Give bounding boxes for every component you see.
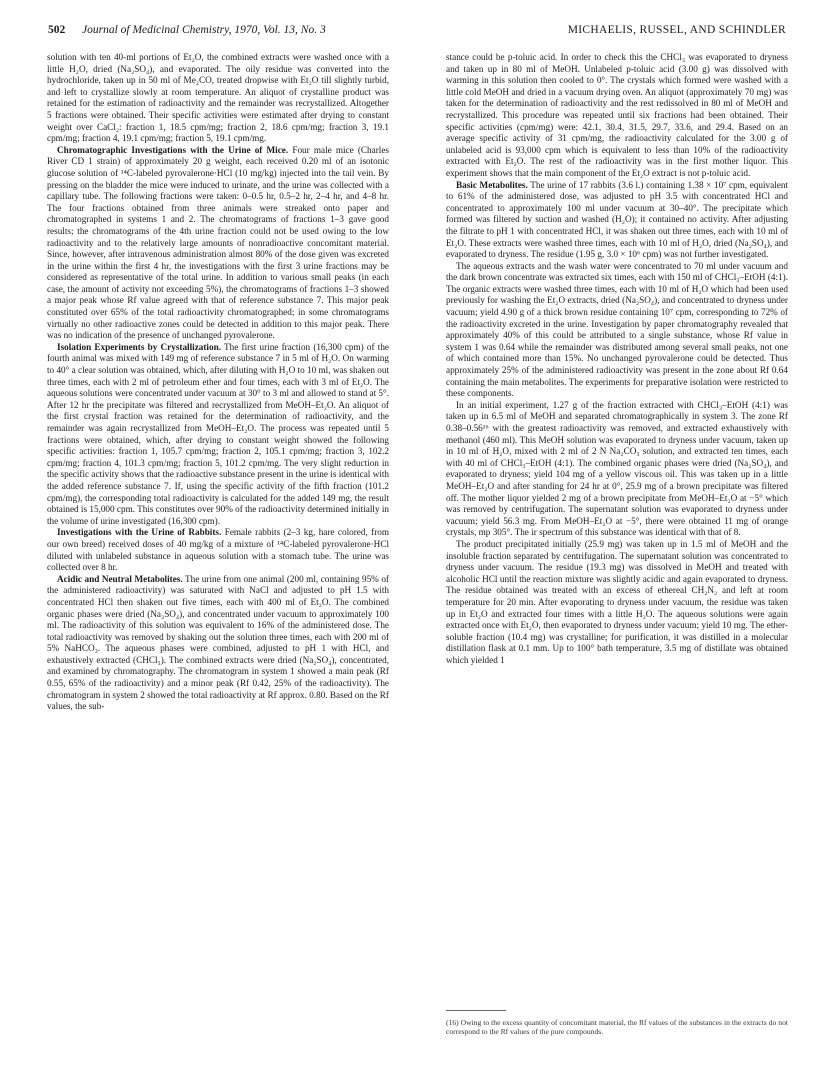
section-heading: Isolation Experiments by Crystallization. — [57, 341, 221, 352]
paragraph-text: Four male mice (Charles River CD 1 strain) of approximately 20 g weight, each received 0.20 ml of an isotonic glucose solution of ¹⁴C-labeled pyrovalerone·HCl (10 mg/kg) injected into the tail vein. By pressing on the bladder the mice were induced to urinate, and the urine was collected with a capillary tube. The following fractions were taken: 0–0.5 hr, 0.5–2 hr, 2–4 hr, and 4–8 hr. The four fractions obtained from three animals were streaked onto paper and chromatographed in systems 1 and 2. The chromatograms of fractions 1–3 gave good results; the chromatograms of the 4th urine fraction could not be used owing to the low radioactivity and to the relatively large amounts of nonradioactive concomitant material. Since, however, after intravenous administration almost 80% of the dose given was excreted in the urine within the first 4 hr, the investigations with the first 3 urine fractions may be considered as representative of the total urine. In addition to various small peaks (in each case, the amount of activity not exceeding 5%), the chromatograms of fractions 1–3 showed a major peak whose Rf value agreed with that of reference substance 7. This major peak constituted over 65% of the total radioactivity chromatographed; in some chromatograms virtually no other radioactive zones could be detected in addition to this major peak. There was no indication of the presence of unchanged pyrovalerone. — [47, 144, 389, 341]
paragraph-text: The urine from one animal (200 ml, containing 95% of the administered radioactivity) was saturated with NaCl and adjusted to pH 1.5 with concentrated HCl then shaken out five times, each with 400 ml of Et₂O. The combined organic phases were dried (Na₂SO₄), and concentrated under vacuum to approximately 100 ml. The radioactivity of this solution was equivalent to 16% of the administered dose. The total radioactivity was removed by shaking out the solution three times, each with 200 ml of 5% NaHCO₃. The aqueous phases were combined, adjusted to pH 1 with HCl, and exhaustively extracted (CHCl₃). The combined extracts were dried (Na₂SO₄), concentrated, and examined by chromatography. The chromatogram in system 1 showed a main peak (Rf 0.55, 65% of the radioactivity) and a minor peak (Rf 0.42, 25% of the radioactivity). The chromatogram in system 2 showed the total radioactivity at Rf approx. 0.80. Based on the Rf values, the sub- — [47, 573, 389, 712]
running-authors: MICHAELIS, RUSSEL, AND SCHINDLER — [567, 24, 786, 36]
paragraph — [446, 180, 788, 261]
page-number: 502 — [48, 24, 66, 36]
paragraph: In an initial experiment, 1.27 g of the fraction extracted with CHCl₃–EtOH (4:1) was taken up in 6.5 ml of MeOH and separated chromatographically in system 3. The zone Rf 0.38–0.56¹⁶ with the greatest radioactivity was removed, and extracted exhaustively with methanol (460 ml). This MeOH solution was evaporated to dryness under vacuum, taken up in 10 ml of H₂O, mixed with 2 ml of 2 N Na₂CO₃ solution, and extracted ten times, each with 40 ml of CHCl₃–EtOH (4:1). The combined organic phases were dried (Na₂SO₄), and evaporated to dryness; yield 104 mg of a yellow viscous oil. This was taken up in a little MeOH–Et₂O and after standing for 24 hr at 0°, 25.9 mg of a brown precipitate was filtered off. The mother liquor yielded 2 mg of a brown precipitate from MeOH–Et₂O at −5° which was removed by centrifugation. The supernatant solution was evaporated to dryness under vacuum; yield 56.3 mg. From MeOH–Et₂O at −5°, there were obtained 11 mg of orange crystals, mp 305°. The ir spectrum of this substance was identical with that of 8. — [446, 399, 788, 538]
paragraph: The aqueous extracts and the wash water were concentrated to 70 ml under vacuum and the dark brown concentrate was extracted six times, each with 150 ml of CHCl₃–EtOH (4:1). The organic extracts were washed three times, each with 10 ml of H₂O which had been used previously for washing the Et₂O extracts, dried (Na₂SO₄), and concentrated to dryness under vacuum; yield 4.90 g of a thick brown residue containing 10⁷ cpm, corresponding to 72% of the radioactivity excreted in the urine. Investigation by paper chromatography revealed that approximately 40% of this could be attributed to a single substance, whose Rf value in system 1 was 0.64 while the remainder was distributed among several small peaks, not one of which contained more than 15%. No unchanged pyrovalerone could be detected. Thus approximately 25% of the administered radioactivity was present in the zone about Rf 0.64 containing the main metabolites. The experiments for preparative isolation were restricted to these components. — [446, 260, 788, 399]
paragraph: stance could be p-toluic acid. In order to check this the CHCl₃ was evaporated to dryness and taken up in 80 ml of MeOH. Unlabeled p-toluic acid (3.00 g) was dissolved with warming in this solution then cooled to 0°. The crystals which formed were washed with a little cold MeOH and dried in a vacuum drying oven. An aliquot (approximately 70 mg) was taken for the determination of radioactivity and the rest redissolved in 80 ml of MeOH and recrystallized. This procedure was repeated until six fractions had been obtained. Their specific activities (cpm/mg) were: 42.1, 30.4, 31.5, 29.7, 33.6, and 29.4. Based on an average specific activity of 31 cpm/mg, the radioactivity calculated for the 3.00 g of unlabeled acid is 93,000 cpm which is equivalent to less than 10% of the radioactivity extracted with Et₂O. The rest of the radioactivity was in the first mother liquor. This experiment shows that the main component of the Et₂O extract is not p-toluic acid. — [446, 52, 788, 178]
paragraph-text: The first urine fraction (16,300 cpm) of the fourth animal was mixed with 149 mg of reference substance 7 in 5 ml of H₂O. On warming to 40° a clear solution was obtained, which, after diluting with H₂O to 10 ml, was shaken out three times, each with 2 ml of petroleum ether and four times, each with 3 ml of Et₂O. The aqueous solutions were concentrated under vacuum at 30° to 3 ml and allowed to stand at 5°. After 12 hr the precipitate was filtered and recrystallized from MeOH–Et₂O. An aliquot of the first crystal fraction was retained for the determination of radioactivity, and the remainder was again recrystallized from MeOH–Et₂O. The process was repeated until 5 fractions were obtained, which, after drying to constant weight showed the following specific activities: fraction 1, 105.7 cpm/mg; fraction 2, 105.1 cpm/mg; fraction 3, 102.2 cpm/mg; fraction 4, 101.3 cpm/mg; fraction 5, 101.2 cpm/mg. The very slight reduction in the specific activity shows that the radioactive substance present in the urine is identical with the added reference substance 7. If, using the specific activity of the fifth fraction (101.2 cpm/mg), the corresponding total radioactivity is calculated for the added 149 mg, the result obtained is 15,000 cpm. This constitutes over 90% of the radioactivity determined initially in the volume of urine investigated (16,300 cpm). — [47, 341, 389, 526]
paragraph: The product precipitated initially (25.9 mg) was taken up in 1.5 ml of MeOH and the insoluble fraction separated by centrifugation. The supernatant solution was concentrated to dryness under vacuum. The residue (19.3 mg) was dissolved in MeOH and treated with alcoholic HCl until the reaction mixture was slightly acidic and again evaporated to dryness. The residue obtained was treated with an excess of ethereal CH₂N₂ and left at room temperature for 20 min. After evaporating to dryness under vacuum, the residue was taken up in Et₂O and extracted four times with a little H₂O. The aqueous solutions were again extracted once with Et₂O, then evaporated to dryness under vacuum; yield 10 mg. The ether-soluble fraction (10.4 mg) was crystalline; for purification, it was distilled in a molecular distillation flask at 0.1 mm. Up to 100° bath temperature, 3.5 mg of distillate was obtained which yielded 1 — [446, 538, 788, 665]
paragraph — [47, 574, 389, 713]
footnote: (16) Owing to the excess quantity of concomitant material, the Rf values of the substances in the extracts do not correspond to the Rf values of the pure compounds. — [446, 1018, 788, 1037]
left-column — [47, 52, 389, 1052]
paragraph: solution with ten 40-ml portions of Et₂O, the combined extracts were washed once with a little H₂O, dried (Na₂SO₄), and evaporated. The oily residue was converted into the hydrochloride, taken up in 50 ml of Me₂CO, treated dropwise with Et₂O till slightly turbid, and left to crystallize slowly at room temperature. An aliquot of crystalline product was retained for the estimation of radioactivity and the remainder was recrystallized. Altogether 5 fractions were obtained. Their specific activities were estimated after drying to constant weight over CaCl₂: fraction 1, 18.5 cpm/mg; fraction 2, 18.6 cpm/mg; fraction 3, 19.1 cpm/mg; fraction 4, 19.1 cpm/mg; fraction 5, 19.1 cpm/mg. — [47, 52, 389, 144]
paragraph-text: Female rabbits (2–3 kg, hare colored, from our own breed) received doses of 40 mg/kg of a mixture of ¹⁴C-labeled pyrovalerone·HCl diluted with unlabeled substance in aqueous solution with a stomach tube. The urine was collected over 8 hr. — [47, 527, 389, 573]
paragraph — [47, 145, 389, 342]
section-heading: Chromatographic Investigations with the Urine of Mice. — [57, 144, 289, 155]
running-header — [48, 20, 786, 40]
journal-citation: Journal of Medicinal Chemistry, 1970, Vol. 13, No. 3 — [82, 24, 326, 36]
paragraph-text: The urine of 17 rabbits (3.6 l.) containing 1.38 × 10⁷ cpm, equivalent to 61% of the administered dose, was adjusted to pH 3.5 with concentrated HCl and concentrated to approximately 100 ml under vacuum at 30–40°. The precipitate which formed was filtered by suction and washed (H₂O); it contained no activity. After adjusting the filtrate to pH 1 with concentrated HCl, it was shaken out three times, each with 10 ml of Et₂O. These extracts were washed three times, each with 10 ml of H₂O, dried (Na₂SO₄), and evaporated to dryness. The residue (1.95 g, 3.0 × 10⁶ cpm) was not further investigated. — [446, 179, 788, 260]
right-column — [446, 52, 788, 1052]
paragraph — [47, 342, 389, 528]
section-heading: Basic Metabolites. — [456, 179, 528, 190]
section-heading: Investigations with the Urine of Rabbits. — [57, 527, 222, 538]
section-heading: Acidic and Neutral Metabolites. — [57, 573, 183, 584]
footnote-rule — [446, 1010, 506, 1011]
paragraph — [47, 527, 389, 573]
